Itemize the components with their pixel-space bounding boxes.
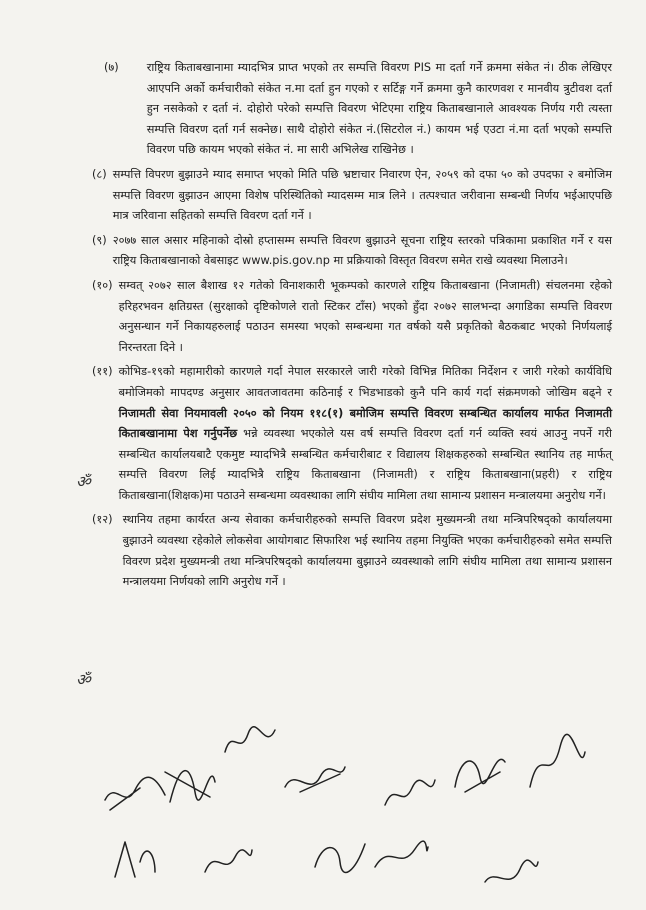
item-text (119, 362, 612, 506)
item-text-emphasis: निजामती सेवा नियमावली २०५० को नियम ११८(१) बमोजिम सम्पत्ति विवरण सम्बन्धित कार्यालय मार्फत निजामती किताबखानामा पेश गर्नुपर्नेछ (118, 406, 612, 441)
item-text: २०७७ साल असार महिनाको दोस्रो हप्तासम्म सम्पत्ति विवरण बुझाउने सूचना राष्ट्रिय स्तरको पत्रिकामा प्रकाशित गर्ने र यस राष्ट्रिय किताबखानाको वेबसाइट www.pis.gov.np मा प्रक्रियाको विस्तृत विवरण समेत राखे व्यवस्था मिलाउने। (112, 233, 612, 268)
handwritten-signature (280, 762, 350, 802)
item-text: सम्वत् २०७२ साल बैशाख १२ गतेको विनाशकारी भूकम्पको कारणले राष्ट्रिय किताबखाना (निजामती) संचलनमा रहेको हरिहरभवन क्षतिग्रस्त (सुरक्षाको दृष्टिकोणले रातो स्टिकर टाँस) भएको हुँदा २०७२ सालभन्दा अगाडिका सम्पत्ति विवरण अनुसन्धान गर्ने निकायहरुलाई पठाउन समस्या भएको सम्बन्धमा गत वर्षको यसै प्रकृतिको बैठकबाट भएको निर्णयलाई निरन्तरता दिने । (118, 278, 612, 354)
decision-item (92, 231, 612, 272)
handwritten-signature (220, 722, 280, 762)
handwritten-signature (450, 742, 510, 797)
margin-check-mark: ॐ (76, 472, 91, 491)
item-number: (१०) (92, 278, 113, 292)
item-text: स्थानिय तहमा कार्यरत अन्य सेवाका कर्मचारीहरुको सम्पत्ति विवरण प्रदेश मुख्यमन्त्री तथा मन्त्रिपरिषद्को कार्यालयमा बुझाउने व्यवस्था रहेकोले लोकसेवा आयोगबाट सिफारिश भई स्थानिय तहमा नियुक्ति भएका कर्मचारीहरुको समेत सम्पत्ति विवरण प्रदेश मुख्यमन्त्री तथा मन्त्रिपरिषद्को कार्यालयमा बुझाउने व्यवस्थाको लागि संघीय मामिला तथा सामान्य प्रशासन मन्त्रालयमा निर्णयको लागि अनुरोध गर्ने । (122, 513, 612, 589)
decision-item (92, 510, 612, 592)
item-number: (९) (92, 233, 107, 247)
handwritten-signature (380, 770, 440, 815)
handwritten-signature (310, 832, 370, 877)
decision-item (92, 276, 612, 358)
item-text-part: भन्ने व्यवस्था भएकोले यस वर्ष सम्पत्ति विवरण दर्ता गर्न व्यक्ति स्वयं आउनु नपर्ने गरी सम्बन्धित कार्यालयबाटै एकमुष्ट म्यादभित्रै सम्बन्धित कर्मचारीबाट र विद्यालय शिक्षकहरुको सम्बन्धित स्थानिय तह मार्फत् सम्पत्ति विवरण लिई म्यादभित्रै राष्ट्रिय किताबखाना (निजामती) र राष्ट्रिय किताबखाना(प्रहरी) र राष्ट्रिय किताबखाना(शिक्षक)मा पठाउने सम्बन्धमा व्यवस्थाका लागि संघीय मामिला तथा सामान्य प्रशासन मन्त्रालयमा अनुरोध गर्ने। (118, 427, 612, 502)
handwritten-signature (160, 752, 220, 812)
decision-list (92, 58, 612, 597)
item-number: (७) (104, 61, 119, 74)
item-number: (८) (92, 167, 107, 181)
item-text: राष्ट्रिय किताबखानामा म्यादभित्र प्राप्त भएको तर सम्पत्ति विवरण PIS मा दर्ता गर्ने क्रममा संकेत नं। ठीक लेखिएर आएपनि अर्को कर्मचारीको संकेत न.मा दर्ता हुन गएको र सर्टिङ्ग गर्ने क्रममा कुनै कारणवश र मानवीय त्रुटीवश दर्ता हुन नसकेको र दर्ता नं. दोहोरो परेको सम्पत्ति विवरण भेटिएमा राष्ट्रिय किताबखानाले आवश्यक निर्णय गरी त्यस्ता सम्पत्ति विवरण दर्ता गर्न सक्नेछ। साथै दोहोरो संकेत नं.(सिटरोल नं.) कायम भई एउटा नं.मा दर्ता भएको सम्पत्ति विवरण पछि कायम भएको संकेत नं. मा सारी अभिलेख राखिनेछ । (146, 61, 612, 157)
item-text: सम्पत्ति विपरण बुझाउने म्याद समाप्त भएको मिति पछि भ्रष्टाचार निवारण ऐन, २०५९ को दफा ५० को उपदफा २ बमोजिम सम्पत्ति विवरण बुझाउन आएमा विशेष परिस्थितिको म्यादसम्म मात्र लिने । तत्पश्चात जरीवाना सम्बन्धी निर्णय भईआएपछि मात्र जरिवाना सहितको सम्पत्ति विवरण दर्ता गर्ने । (112, 167, 612, 223)
decision-item (92, 165, 612, 227)
handwritten-signature (200, 842, 255, 882)
decision-item (92, 362, 612, 506)
item-number: (१२) (92, 513, 113, 527)
handwritten-signature (370, 837, 430, 877)
handwritten-signature (110, 832, 160, 887)
item-text-part: कोभिड-१९को महामारीको कारणले गर्दा नेपाल सरकारले जारी गरेको विभिन्न मितिका निर्देशन र जारी गरेको कार्यविधि बमोजिमको मापदण्ड अनुसार आवतजावतमा कठिनाई र भिडभाडको कुनै पनि कार्य गर्दा संक्रमणको जोखिम बढ्ने र (118, 365, 612, 399)
handwritten-signature (480, 857, 540, 897)
item-number: (११) (92, 365, 113, 379)
margin-check-mark: ॐ (76, 670, 91, 689)
decision-item (92, 58, 612, 161)
handwritten-signature (520, 737, 590, 797)
